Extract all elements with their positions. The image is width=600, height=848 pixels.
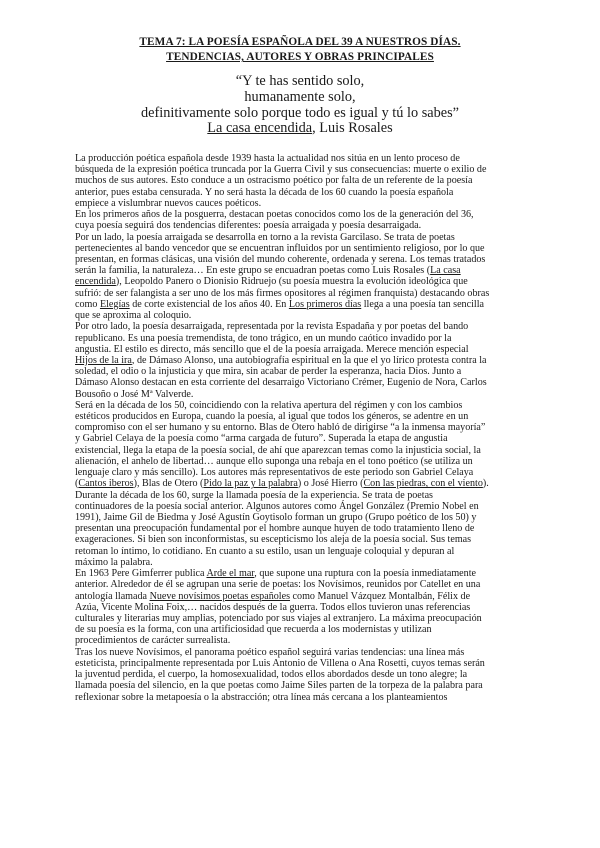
text-span: como — [75, 298, 100, 310]
paragraph-5-line: estéticos producidos en Europa, cuando la poesía, al igual que todos los géneros, se adentre en un — [75, 411, 469, 423]
book-title-link: Cantos iberos — [78, 478, 134, 490]
paragraph-4-line: soledad, el odio o la injusticia y que mira, sin acabar de perder la esperanza, hacia Dios. Junto a — [75, 366, 462, 378]
quote-line-1: “Y te has sentido solo, — [235, 73, 365, 89]
paragraph-4-line: republicano. Es una poesía tremendista, de tono trágico, en un mundo caótico invadido por la — [75, 332, 452, 344]
document-body — [75, 153, 535, 703]
document-title-line-2: TENDENCIAS, AUTORES Y OBRAS PRINCIPALES — [166, 51, 434, 63]
paragraph-5-line: compromiso con el ser humano y su entorno. Blas de Otero habló de dirigirse “a la inmensa mayoría” — [75, 422, 486, 434]
paragraph-8-line: reflexionar sobre la metapoesía o la abstracción; otra línea más cercana a los planteamientos — [75, 691, 448, 703]
quote-book-title: La casa encendida — [207, 120, 313, 137]
text-span: de corte existencial de los años 40. En — [129, 298, 289, 310]
book-title-link: encendida — [75, 276, 116, 288]
book-title-link: Hijos de la ira — [75, 354, 132, 366]
book-title-link: Elegías — [99, 298, 130, 310]
text-span: , de Dámaso Alonso, una autobiografía espiritual en la que el yo lírico protesta contra la — [131, 354, 487, 366]
paragraph-4-line: angustia. El estilo es directo, más sencillo que el de la poesía arraigada. Merece mención especial — [75, 343, 469, 355]
paragraph-7-line: Azúa, Vicente Molina Foix,… nacidos después de la guerra. Todos ellos tuvieron unas referencias — [75, 601, 471, 613]
paragraph-6-line: Durante la década de los 60, surge la llamada poesía de la experiencia. Se trata de poetas — [75, 489, 433, 501]
paragraph-6-line: 1991), Jaime Gil de Biedma y José Agustín Goytisolo forman un grupo (Grupo poético de los 50) y — [75, 512, 477, 523]
paragraph-6-line: máximo la palabra. — [75, 556, 153, 568]
book-title-link: La casa — [430, 265, 461, 277]
epigraph-quote — [0, 74, 600, 137]
book-title-link: Los primeros días — [288, 298, 362, 310]
quote-author: , Luis Rosales — [312, 120, 393, 137]
paragraph-7-line: procedimientos de carácter surrealista. — [75, 635, 231, 647]
book-title-link: Pido la paz y la palabra — [203, 478, 298, 490]
paragraph-2-line: cuya poesía seguirá dos tendencias diferentes: poesía arraigada y poesía desarraigada. — [75, 220, 422, 232]
paragraph-3-line: que se aproxima al coloquio. — [75, 310, 192, 322]
text-span: como Manuel Vázquez Montalbán, Félix de — [290, 590, 471, 602]
paragraph-1-line: empiece a vislumbrar nuevos cauces poéticos. — [75, 197, 262, 209]
paragraph-4-line: Dámaso Alonso destacan en esta corriente del desarraigo Victoriano Crémer, Eugenio de Nora, Carlos — [75, 377, 487, 389]
paragraph-6-line: continuadores de la poesía social anterior. Algunos autores como Ángel González (Premio Nobel en — [75, 500, 479, 512]
text-span: llega a una poesía tan sencilla — [361, 298, 484, 310]
quote-line-3: definitivamente solo porque todo es igual y tú lo sabes” — [140, 104, 460, 121]
paragraph-1-line: anterior, pues estaba censurada. Y no será hasta la década de los 60 cuando la poesía española — [75, 186, 454, 198]
paragraph-7-line: anterior. Alrededor de él se agrupan una serie de poetas: los Novísimos, reunidos por Catellet en una — [75, 579, 481, 591]
paragraph-3-line: pertenecientes al bando vencedor que se encuentran influidos por un sentimiento religioso, por lo que — [75, 242, 485, 254]
paragraph-1-line: La producción poética española desde 1939 hasta la actualidad nos sitúa en un lento proceso de — [75, 153, 460, 164]
book-title-link: Nueve novísimos poetas españoles — [149, 590, 291, 602]
paragraph-5-line — [75, 478, 535, 489]
text-span: ), Leopoldo Panero o Dionisio Ridruejo (su poesía muestra la evolución ideológica que — [115, 276, 468, 288]
book-title-link: Arde el mar — [206, 568, 255, 580]
text-span: serán la familia, la naturaleza… En este grupo se encuadran poetas como Luis Rosales ( — [75, 265, 431, 277]
paragraph-7-line: culturales y literarias muy amplias, potenciado por sus viajes al extranjero. La máxima preocupación — [75, 612, 482, 624]
paragraph-4-line — [75, 355, 535, 366]
paragraph-3-line — [75, 276, 535, 287]
paragraph-5-line: lenguaje claro y más sencillo). Los autores más representativos de este periodo son Gabriel Celaya — [75, 467, 474, 479]
paragraph-4-line: Bousoño o José Mª Valverde. — [75, 388, 194, 400]
paragraph-8-line: Tras los nueve Novísimos, el panorama poético español seguirá varias tendencias: una línea más — [75, 646, 465, 658]
paragraph-7-line — [75, 568, 535, 579]
text-span: ( — [75, 478, 79, 490]
paragraph-7-line: de su poesía es la forma, con una artificiosidad que recuerda a los modernistas y utilizan — [75, 624, 432, 636]
quote-source — [0, 121, 600, 137]
paragraph-5-line: Será en la década de los 50, coincidiendo con la relativa apertura del régimen y con los cambios — [75, 399, 463, 411]
paragraph-8-line: la juventud perdida, el cuerpo, la homosexualidad, todos ellos abordados desde un tono alegre; la — [75, 669, 468, 681]
text-span: , que supone una ruptura con la poesía inmediatamente — [254, 568, 476, 580]
paragraph-6-line: retoman lo íntimo, lo cotidiano. En cuanto a su estilo, usan un lenguaje coloquial y depuran al — [75, 545, 455, 557]
paragraph-5-line: alienación, el anhelo de libertad… aunque ello suponga una rebaja en el tono poético (se utiliza un — [75, 455, 473, 467]
text-span: ), Blas de Otero ( — [133, 478, 204, 490]
paragraph-3-line — [75, 265, 535, 276]
paragraph-5-line: existencial, llega la etapa de la poesía social, de ahí que aparezcan temas como la injusticia social, la — [75, 444, 481, 456]
book-title-link: Con las piedras, con el viento — [363, 478, 483, 490]
paragraph-8-line: esteticista, principalmente representada por Luis Antonio de Villena o Ana Rosetti, cuyos temas serán — [75, 657, 485, 669]
document-title-line-1: TEMA 7: LA POESÍA ESPAÑOLA DEL 39 A NUESTROS DÍAS. — [139, 36, 461, 48]
paragraph-6-line: presentan una preocupación fundamental por el hombre aunque huyen de todo tratamiento lleno de — [75, 523, 475, 535]
text-span: Pere Gimferrer publica — [111, 568, 207, 580]
paragraph-1-line: búsqueda de la expresión poética truncada por la Guerra Civil y sus consecuencias: muerte o exilio de — [75, 164, 487, 176]
paragraph-7-line — [75, 591, 535, 602]
text-span: ) o José Hierro ( — [297, 478, 364, 490]
paragraph-3-line — [75, 299, 535, 310]
paragraph-4-line: Por otro lado, la poesía desarraigada, representada por la revista Espadaña y por poetas del bando — [75, 321, 469, 333]
paragraph-1-line: muchos de sus autores. Esto conduce a un ostracismo poético por falta de un referente de la poesía — [75, 175, 473, 187]
text-span: ). — [482, 478, 489, 490]
paragraph-2-line: En los primeros años de la posguerra, destacan poetas conocidos como los de la generación del 36, — [75, 209, 474, 221]
paragraph-6-line: exageraciones. Si bien son inconformistas, su escepticismo los aleja de la poesía social. Sus temas — [75, 534, 472, 546]
paragraph-5-line: y Gabriel Celaya de la poesía como “arma cargada de futuro”. Superada la etapa de angustia — [75, 433, 448, 445]
paragraph-3-line: presentan, en formas clásicas, una visión del mundo coherente, ordenada y serena. Los temas tratados — [75, 253, 486, 265]
paragraph-3-line: Por un lado, la poesía arraigada se desarrolla en torno a la revista Garcilaso. Se trata de poetas — [75, 231, 455, 243]
year-label: En 1963 — [75, 568, 112, 580]
text-span: antología llamada — [75, 590, 150, 602]
quote-line-2: humanamente solo, — [244, 88, 356, 105]
paragraph-8-line: llamada poesía del silencio, en la que poetas como Jaime Siles parten de la torpeza de la palabra para — [75, 680, 483, 692]
paragraph-3-line: sufrió: de ser falangista a ser uno de los más firmes opositores al régimen franquista) destacando obras — [75, 287, 490, 299]
